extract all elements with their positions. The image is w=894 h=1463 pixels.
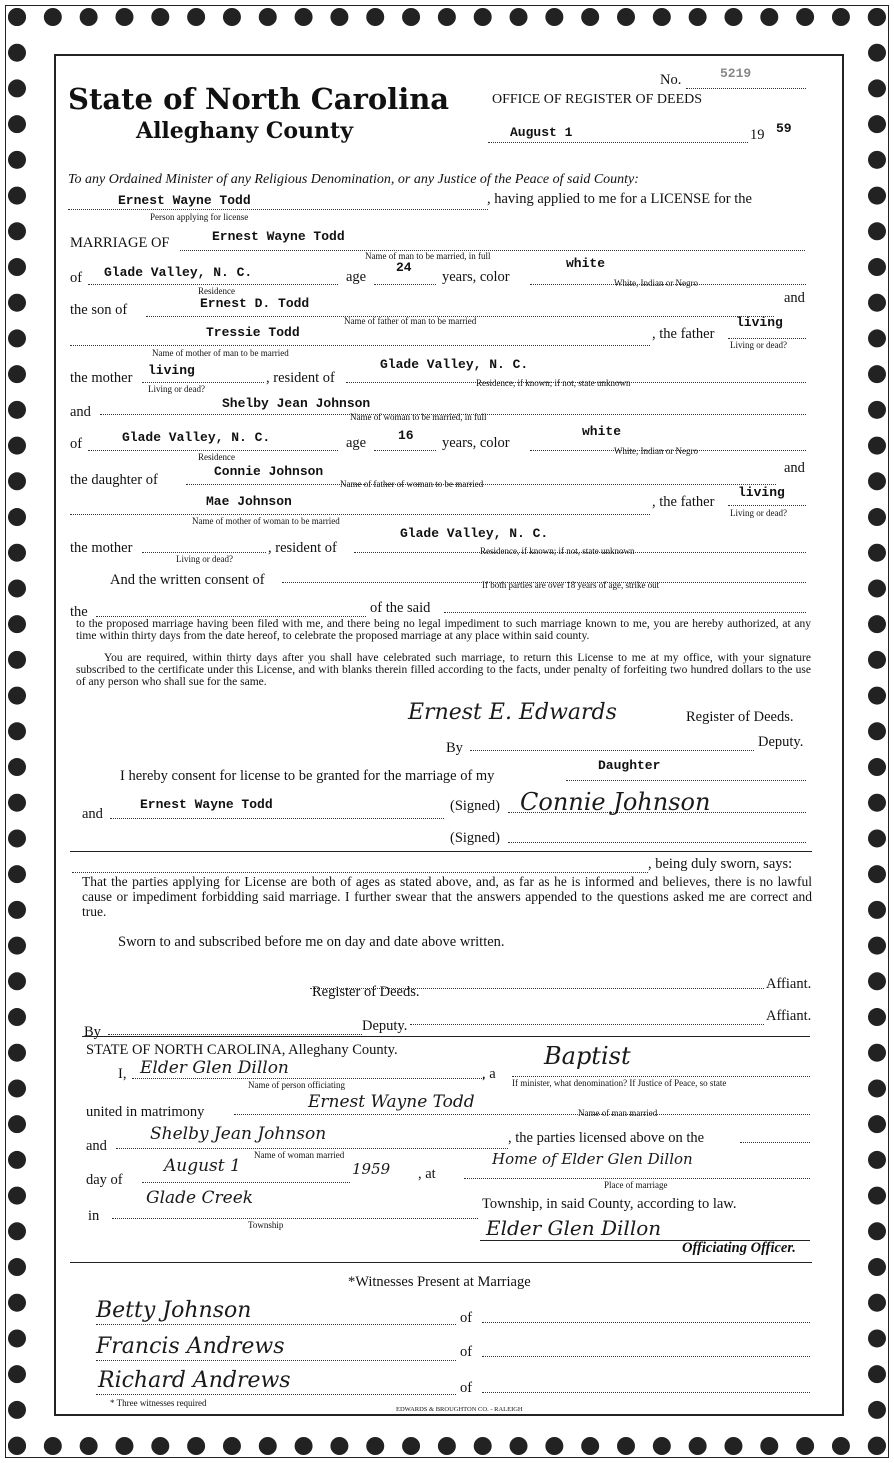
register-label: Register of Deeds.	[686, 709, 794, 725]
living-caption-2: Living or dead?	[148, 384, 205, 394]
and-label-1: and	[784, 290, 805, 306]
the-father-label-2: , the father	[652, 494, 715, 510]
woman-father: Connie Johnson	[214, 464, 324, 479]
man-residence: Glade Valley, N. C.	[104, 265, 253, 280]
and-label-4: and	[82, 806, 103, 822]
address-line: To any Ordained Minister of any Religious Denomination, or any Justice of the Peace of said County:	[68, 172, 639, 187]
united-label: united in matrimony	[86, 1104, 205, 1120]
man-mother-caption: Name of mother of man to be married	[152, 348, 289, 358]
in-label: in	[88, 1208, 100, 1224]
man-name: Ernest Wayne Todd	[212, 229, 345, 244]
woman-parents-residence: Glade Valley, N. C.	[400, 526, 549, 541]
daughter-of-label: the daughter of	[70, 472, 158, 488]
woman-mother: Mae Johnson	[206, 494, 292, 509]
affiant-label-1: Affiant.	[766, 976, 812, 992]
township-caption: Township	[248, 1220, 284, 1230]
living-caption-1: Living or dead?	[730, 340, 787, 350]
year-prefix: 19	[750, 127, 765, 143]
consent-groom: Ernest Wayne Todd	[140, 797, 273, 812]
residence-caption-2: Residence	[198, 452, 235, 462]
authorization-paragraph: to the proposed marriage having been filed with me, and there being no legal impediment to such marriage known to me, you are hereby authorized, at any time within thirty days from the date hereof, to celebrate the proposed marriage at any place within said county.	[76, 618, 811, 642]
at-label: , at	[418, 1166, 436, 1182]
and-label-2: and	[70, 404, 91, 420]
state-title: State of North Carolina	[68, 82, 450, 116]
witness-2: Francis Andrews	[96, 1334, 285, 1359]
denomination: Baptist	[544, 1042, 631, 1070]
certificate-heading: STATE OF NORTH CAROLINA, Alleghany County.	[86, 1042, 398, 1058]
signed-label-2: (Signed)	[450, 830, 500, 846]
res-known-caption-1: Residence, if known; if not, state unknown	[476, 378, 631, 388]
witness-1: Betty Johnson	[96, 1298, 252, 1323]
cert-place: Home of Elder Glen Dillon	[492, 1150, 693, 1168]
of-label-2: of	[70, 436, 83, 452]
applied-text: , having applied to me for a LICENSE for the	[487, 191, 752, 207]
year-suffix: 59	[776, 121, 792, 136]
sworn-before: Sworn to and subscribed before me on day and date above written.	[118, 934, 505, 950]
by-label-2: By	[84, 1024, 101, 1040]
officiant-caption: Name of person officiating	[248, 1080, 346, 1090]
deputy-label-1: Deputy.	[758, 734, 804, 750]
the-mother-label-1: the mother	[70, 370, 133, 386]
years-color-label-2: years, color	[442, 435, 510, 451]
woman-name-caption: Name of woman to be married, in full	[350, 412, 487, 422]
register-label-2: Register of Deeds.	[312, 984, 420, 1000]
consent-text: I hereby consent for license to be granted for the marriage of my	[120, 768, 495, 784]
sworn-says: , being duly sworn, says:	[648, 856, 793, 872]
cert-woman-caption: Name of woman married	[254, 1150, 345, 1160]
and-label-3: and	[784, 460, 805, 476]
by-label-1: By	[446, 740, 463, 756]
issue-date: August 1	[510, 125, 573, 140]
officer-signature: Elder Glen Dillon	[486, 1216, 662, 1240]
place-caption: Place of marriage	[604, 1180, 668, 1190]
woman-father-caption: Name of father of woman to be married	[340, 479, 484, 489]
affiant-label-2: Affiant.	[766, 1008, 812, 1024]
resident-of-label-2: , resident of	[268, 540, 337, 556]
officer-label: Officiating Officer.	[682, 1240, 796, 1256]
no-label: No.	[660, 72, 682, 88]
witness-of-1: of	[460, 1310, 473, 1326]
the-mother-label-2: the mother	[70, 540, 133, 556]
consent-relation: Daughter	[598, 758, 661, 773]
consent-caption: If both parties are over 18 years of age, strike out	[482, 580, 660, 590]
signed-label-1: (Signed)	[450, 798, 500, 814]
woman-father-status: living	[738, 485, 785, 500]
residence-caption-1: Residence	[198, 286, 235, 296]
age-label-1: age	[346, 269, 367, 285]
cert-woman-name: Shelby Jean Johnson	[150, 1124, 327, 1144]
man-father-caption: Name of father of man to be married	[344, 316, 477, 326]
the-label: the	[70, 604, 88, 620]
cert-man-name: Ernest Wayne Todd	[308, 1092, 475, 1112]
witness-of-2: of	[460, 1344, 473, 1360]
deputy-label-2: Deputy.	[362, 1018, 408, 1034]
county-title: Alleghany County	[136, 118, 353, 144]
man-father-status: living	[736, 315, 783, 330]
woman-name: Shelby Jean Johnson	[222, 396, 371, 411]
resident-of-label-1: , resident of	[266, 370, 335, 386]
cert-township: Glade Creek	[146, 1188, 254, 1208]
applicant-name: Ernest Wayne Todd	[118, 193, 251, 208]
of-label-1: of	[70, 270, 83, 286]
a-label: , a	[482, 1066, 496, 1082]
of-the-said-label: of the said	[370, 600, 431, 616]
years-color-label-1: years, color	[442, 269, 510, 285]
man-parents-residence: Glade Valley, N. C.	[380, 357, 529, 372]
man-color: white	[566, 256, 606, 271]
living-caption-4: Living or dead?	[176, 554, 233, 564]
applicant-caption: Person applying for license	[150, 212, 249, 222]
consent-label: And the written consent of	[110, 572, 265, 588]
man-mother: Tressie Todd	[206, 325, 300, 340]
township-text: Township, in said County, according to law.	[482, 1196, 737, 1212]
age-label-2: age	[346, 435, 367, 451]
witness-footnote: * Three witnesses required	[110, 1398, 207, 1408]
day-label: day of	[86, 1172, 123, 1188]
i-label: I,	[118, 1066, 127, 1082]
woman-residence: Glade Valley, N. C.	[122, 430, 271, 445]
color-caption-1: White, Indian or Negro	[614, 278, 698, 288]
the-father-label-1: , the father	[652, 326, 715, 342]
consent-signature: Connie Johnson	[520, 788, 711, 816]
affidavit-paragraph: That the parties applying for License are both of ages as stated above, and, as far as he is informed and believes, there is no lawful cause or impediment forbidding said marriage. I further swear that the answers appended to the questions asked me are correct and true.	[82, 874, 812, 919]
man-name-caption: Name of man to be married, in full	[365, 251, 491, 261]
man-father: Ernest D. Todd	[200, 296, 310, 311]
woman-age: 16	[398, 428, 414, 443]
man-age: 24	[396, 260, 412, 275]
res-known-caption-2: Residence, if known; if not, state unknown	[480, 546, 635, 556]
cert-man-caption: Name of man married	[578, 1108, 658, 1118]
woman-color: white	[582, 424, 622, 439]
printer-imprint: EDWARDS & BROUGHTON CO. - RALEIGH	[396, 1406, 523, 1413]
marriage-of-label: MARRIAGE OF	[70, 235, 170, 251]
color-caption-2: White, Indian or Negro	[614, 446, 698, 456]
living-caption-3: Living or dead?	[730, 508, 787, 518]
return-paragraph: You are required, within thirty days after you shall have celebrated such marriage, to return this License to me at my office, with your signature subscribed to the certificate under this License, and with blanks therein filled according to the facts, under penalty of forfeiting two hundred dollars to the use of any person who shall sue for the same.	[76, 652, 811, 688]
man-mother-status: living	[148, 363, 195, 378]
and-label-5: and	[86, 1138, 107, 1154]
register-signature: Ernest E. Edwards	[408, 700, 617, 725]
witnesses-heading: *Witnesses Present at Marriage	[348, 1274, 531, 1290]
parties-text: , the parties licensed above on the	[508, 1130, 705, 1146]
witness-3: Richard Andrews	[98, 1368, 291, 1393]
office-label: OFFICE OF REGISTER OF DEEDS	[492, 92, 703, 107]
cert-year: 1959	[352, 1160, 391, 1178]
son-of-label: the son of	[70, 302, 128, 318]
denomination-caption: If minister, what denomination? If Justice of Peace, so state	[512, 1078, 727, 1088]
license-number: 5219	[720, 66, 752, 81]
woman-mother-caption: Name of mother of woman to be married	[192, 516, 340, 526]
cert-day: August 1	[164, 1156, 241, 1176]
officiant-name: Elder Glen Dillon	[140, 1058, 289, 1078]
witness-of-3: of	[460, 1380, 473, 1396]
